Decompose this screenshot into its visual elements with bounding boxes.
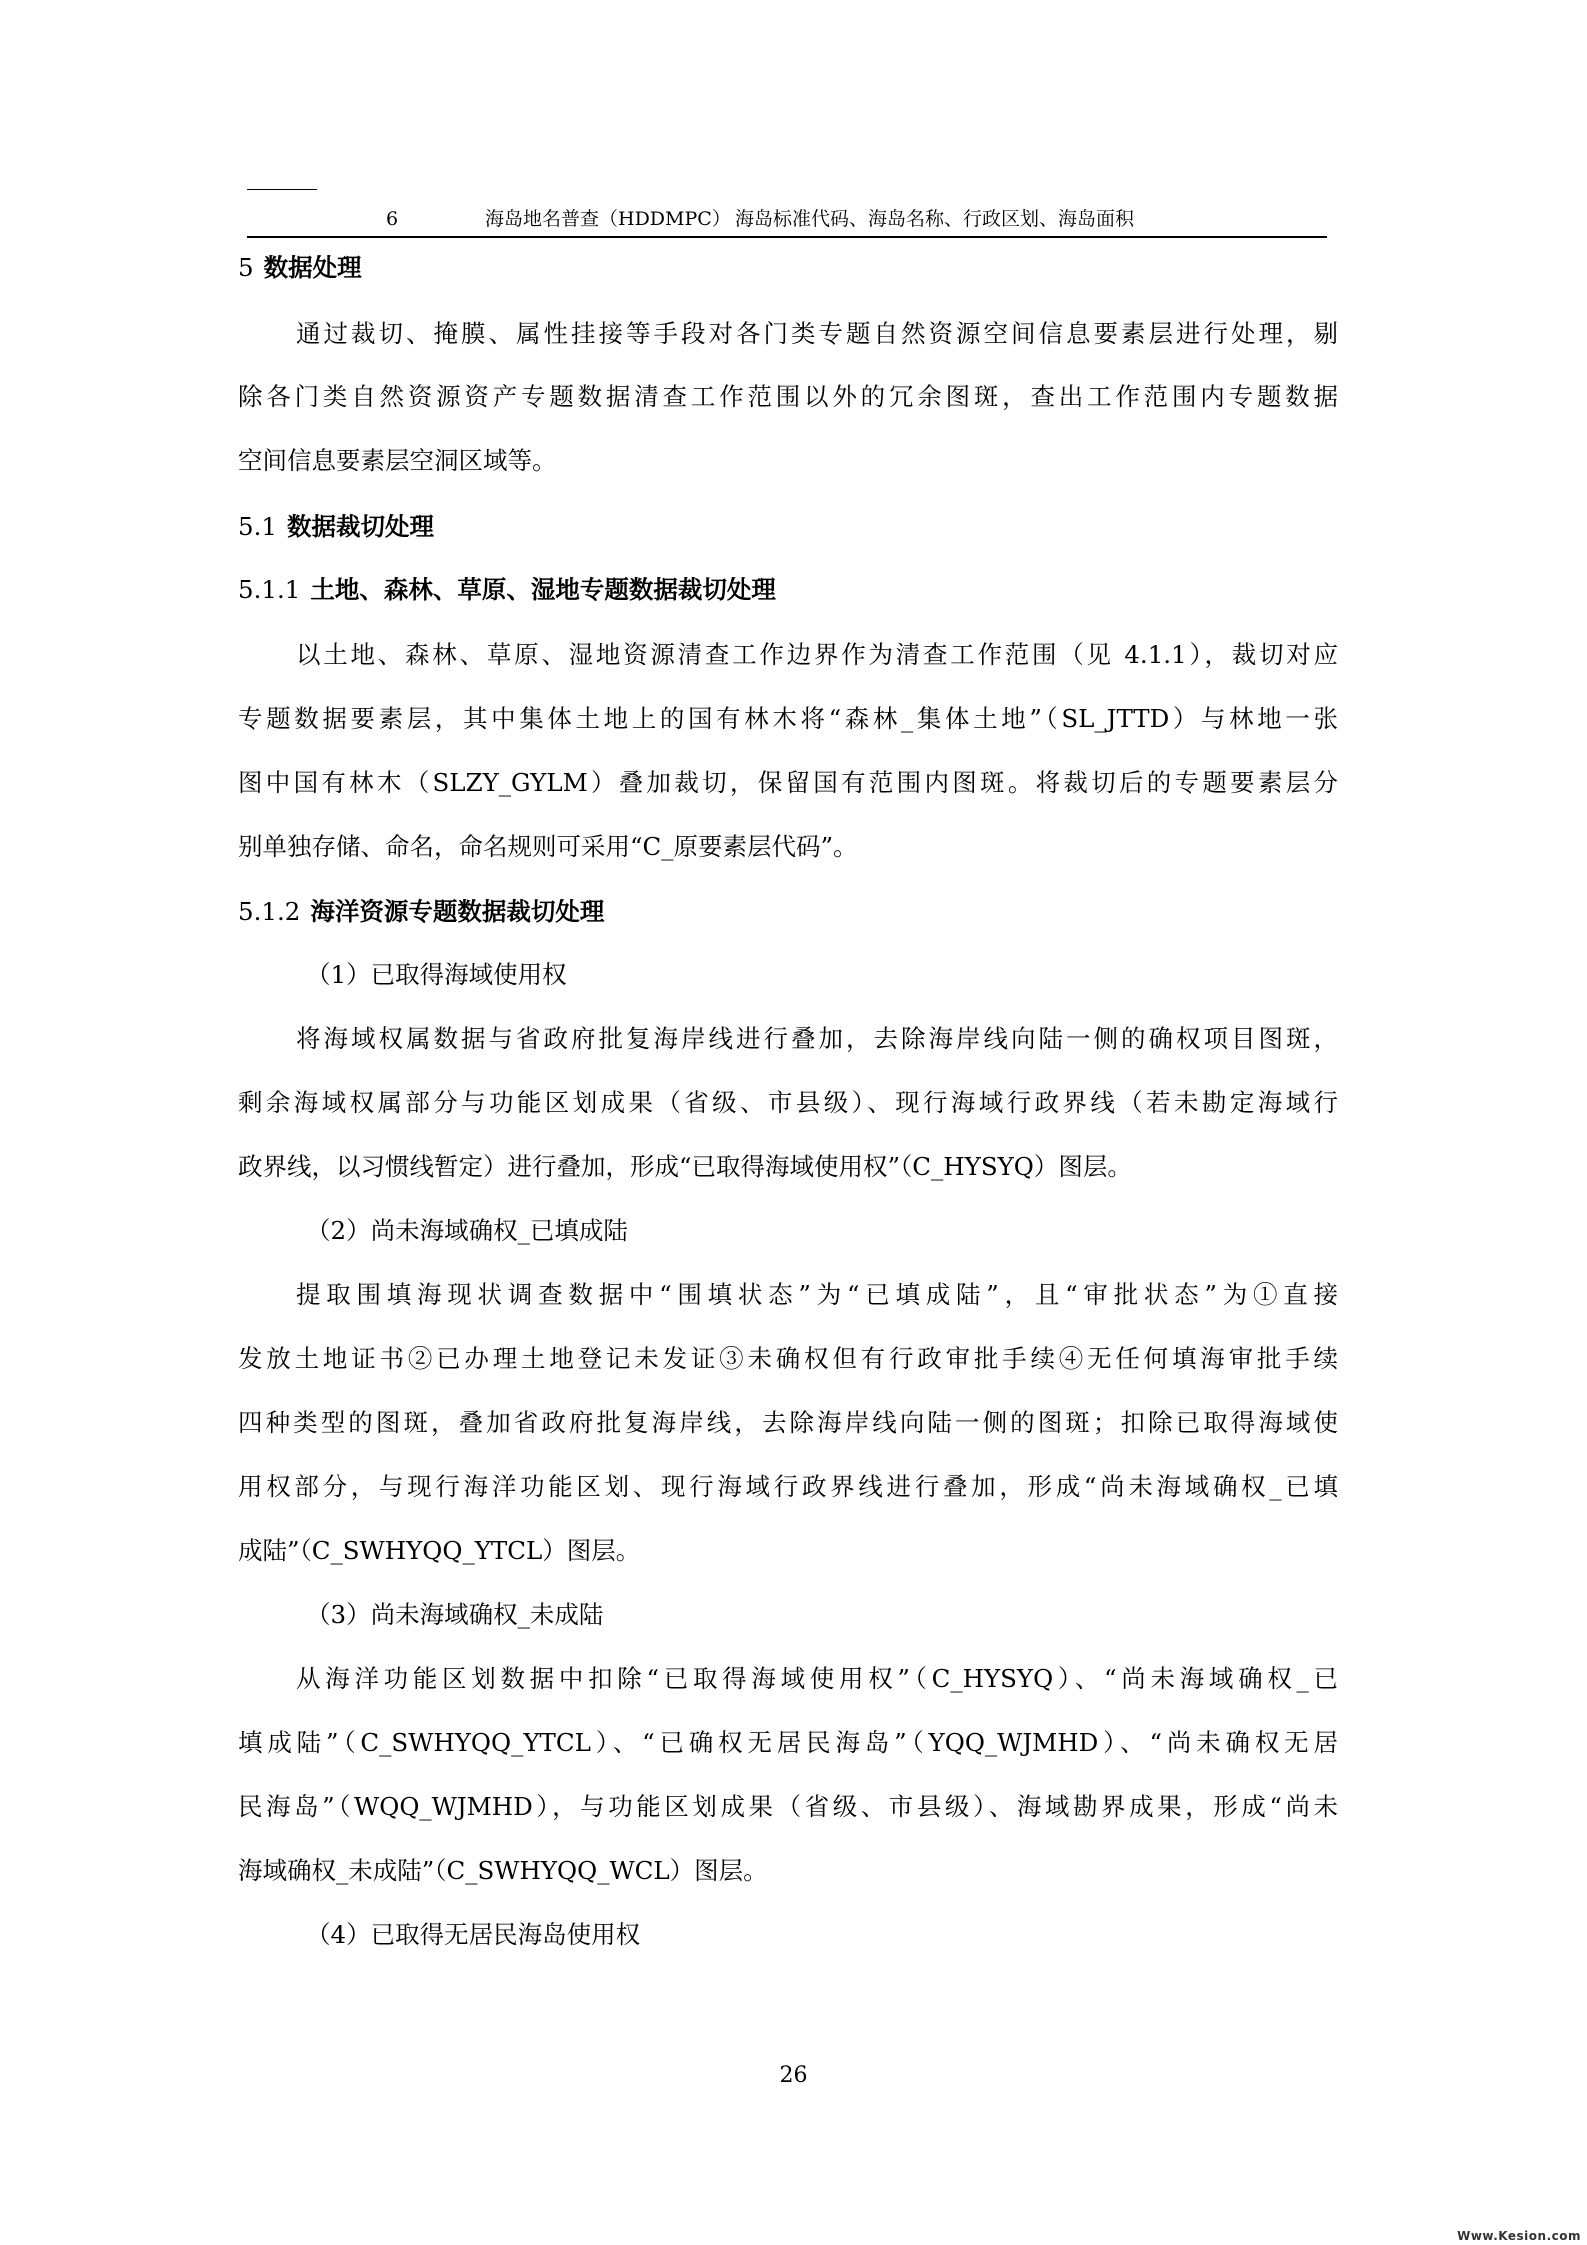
- paragraph-line: 将海域权属数据与省政府批复海岸线进行叠加，去除海岸线向陆一侧的确权项目图斑，: [296, 1024, 1338, 1053]
- header-index: 6: [386, 208, 399, 230]
- list-item-heading: （4）已取得无居民海岛使用权: [306, 1920, 641, 1949]
- list-item-heading: （1）已取得海域使用权: [306, 960, 567, 989]
- page-number: 26: [779, 2063, 808, 2088]
- paragraph-line: 除各门类自然资源资产专题数据清查工作范围以外的冗余图斑，查出工作范围内专题数据: [238, 382, 1338, 411]
- paragraph-line: 四种类型的图斑，叠加省政府批复海岸线，去除海岸线向陆一侧的图斑；扣除已取得海域使: [238, 1408, 1338, 1437]
- paragraph-line: 从海洋功能区划数据中扣除“已取得海域使用权”（C_HYSYQ）、“尚未海域确权_已: [296, 1664, 1338, 1693]
- paragraph-line: 用权部分，与现行海洋功能区划、现行海域行政界线进行叠加，形成“尚未海域确权_已填: [238, 1472, 1338, 1501]
- paragraph-line: 民海岛”（WQQ_WJMHD），与功能区划成果（省级、市县级）、海域勘界成果，形成“尚未: [238, 1792, 1338, 1821]
- paragraph-line: 专题数据要素层，其中集体土地上的国有林木将“森林_集体土地”（SL_JTTD）与林地一张: [238, 704, 1338, 733]
- section-title: 土地、森林、草原、湿地专题数据裁切处理: [310, 575, 776, 604]
- paragraph-line: 政界线，以习惯线暂定）进行叠加，形成“已取得海域使用权”（C_HYSYQ）图层。: [238, 1152, 1132, 1181]
- paragraph-line: 剩余海域权属部分与功能区划成果（省级、市县级）、现行海域行政界线（若未勘定海域行: [238, 1088, 1338, 1117]
- header-fields: 海岛标准代码、海岛名称、行政区划、海岛面积: [735, 208, 1135, 230]
- paragraph-line: 海域确权_未成陆”（C_SWHYQQ_WCL）图层。: [238, 1856, 768, 1885]
- section-heading-5-1-1: [238, 572, 776, 608]
- paragraph-line: 以土地、森林、草原、湿地资源清查工作边界作为清查工作范围（见 4.1.1），裁切对应: [296, 640, 1338, 669]
- paragraph-line: 图中国有林木（SLZY_GYLM）叠加裁切，保留国有范围内图斑。将裁切后的专题要素层分: [238, 768, 1338, 797]
- section-number: 5: [238, 253, 254, 282]
- section-number: 5.1: [238, 512, 277, 541]
- paragraph-line: 别单独存储、命名，命名规则可采用“C_原要素层代码”。: [238, 832, 858, 861]
- list-item-heading: （3）尚未海域确权_未成陆: [306, 1600, 604, 1629]
- section-heading-5-1-2: [238, 894, 604, 930]
- header-rule: [247, 236, 1327, 238]
- paragraph-line: 填成陆”（C_SWHYQQ_YTCL）、“已确权无居民海岛”（YQQ_WJMHD）、“尚未确权无居: [238, 1728, 1338, 1757]
- header-title: 海岛地名普查（HDDMPC）: [485, 208, 731, 230]
- watermark-text: Www.Kesion.com: [1457, 2229, 1581, 2243]
- running-header: [247, 204, 1327, 234]
- paragraph-line: 提取围填海现状调查数据中“围填状态”为“已填成陆”，且“审批状态”为①直接: [296, 1280, 1338, 1309]
- paragraph-line: 空间信息要素层空洞区域等。: [238, 446, 557, 475]
- section-heading-5: [238, 250, 362, 286]
- section-heading-5-1: [238, 509, 434, 545]
- paragraph-line: 成陆”（C_SWHYQQ_YTCL）图层。: [238, 1536, 641, 1565]
- paragraph-line: 通过裁切、掩膜、属性挂接等手段对各门类专题自然资源空间信息要素层进行处理，剔: [296, 319, 1338, 348]
- section-title: 数据裁切处理: [286, 512, 434, 541]
- section-title: 数据处理: [263, 253, 362, 282]
- list-item-heading: （2）尚未海域确权_已填成陆: [306, 1216, 628, 1245]
- section-number: 5.1.2: [238, 897, 301, 926]
- section-number: 5.1.1: [238, 575, 301, 604]
- paragraph-line: 发放土地证书②已办理土地登记未发证③未确权但有行政审批手续④无任何填海审批手续: [238, 1344, 1338, 1373]
- section-title: 海洋资源专题数据裁切处理: [310, 897, 605, 926]
- header-short-rule: [247, 189, 317, 190]
